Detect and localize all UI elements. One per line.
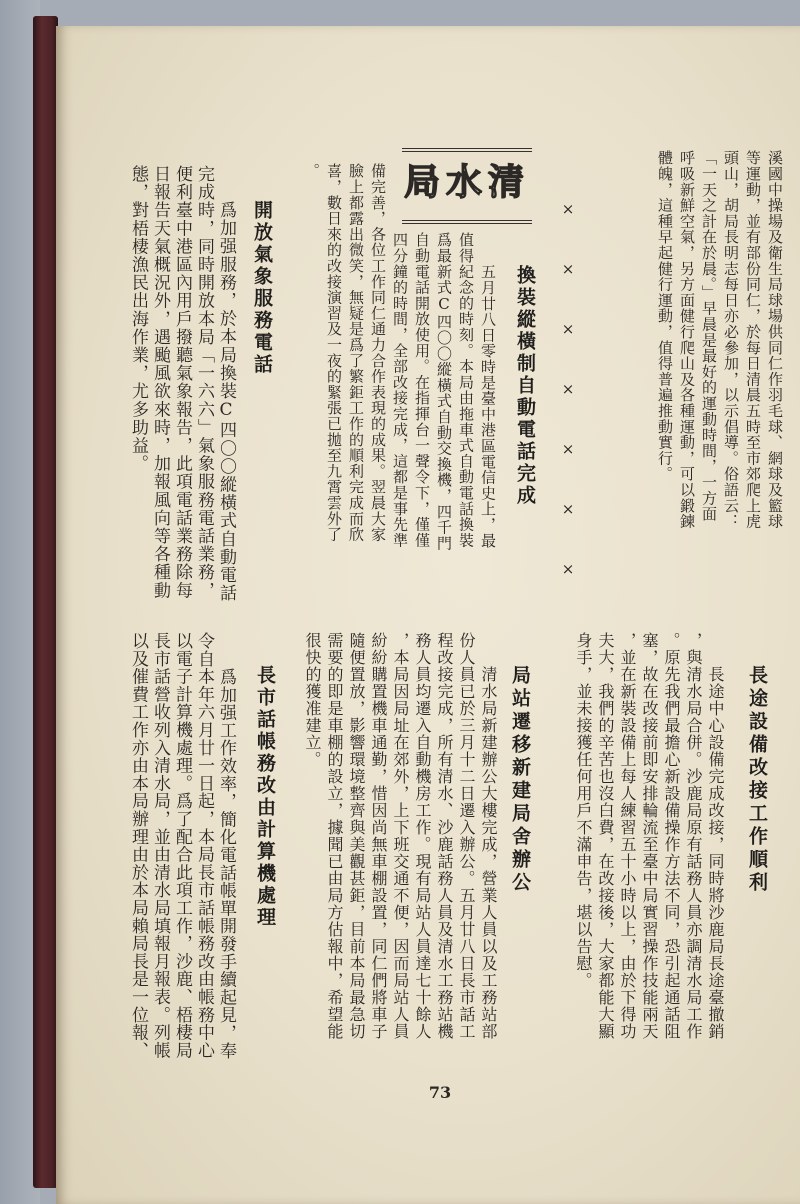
text-column: 四分鐘的時間，全部改接完成，這都是事先準: [391, 232, 409, 548]
text-column: 長市話營收列入清水局，並由清水局填報月報表。列帳: [150, 632, 170, 1060]
text-column: 等運動，並有部份同仁，於每日清晨五時至市郊爬上虎: [744, 150, 762, 530]
page-number: 73: [428, 1083, 452, 1102]
text-column: 程改接完成，所有清水、沙鹿話務人員及清水工務站機: [435, 632, 454, 1040]
text-column: ，本局因局址在郊外，上下班交通不便，因而局站人員: [391, 632, 410, 1040]
text-column: 五月廿八日零時是臺中港區電信史上，最: [479, 264, 497, 549]
article-body-office-relocation: [301, 632, 499, 1052]
text-column: 以電子計算機處理。爲了配合此項工作，沙鹿、梧棲局: [172, 632, 192, 1060]
text-column: 爲加强服務，於本局換裝C四〇〇縱橫式自動電話: [216, 201, 236, 603]
text-column: 以及催費工作亦由本局辦理由於本局賴局長是一位報、: [128, 632, 148, 1060]
text-column: 紛紛購置機車通勤，惜因尚無車棚設置，同仁們將車子: [369, 632, 388, 1040]
article-heading: 長市話帳務改由計算機處理: [254, 665, 276, 929]
text-column: 臉上都露出微笑，無疑是爲了繁鉅工作的順利完成而欣: [347, 163, 365, 543]
article-body-toll-cutover: [572, 632, 726, 1052]
text-column: ，並在新裝設備上每人練習五十小時以上，由於下得功: [618, 632, 637, 1040]
section-separator: ×××××××: [559, 200, 577, 620]
text-column: 日報告天氣概況外，遇颱風欲來時，加報風向等各種動: [150, 165, 170, 600]
text-column: 喜，數日來的改接演習及一夜的緊張已拋至九霄雲外了: [325, 163, 343, 543]
text-column: 溪國中操場及衛生局球場供同仁作羽毛球、網球及籃球: [766, 150, 784, 530]
text-column: 體魄，這種早起健行運動，值得普遍推動實行。: [656, 150, 674, 482]
text-column: 呼吸新鮮空氣，另方面健行爬山及各種運動，可以鍛鍊: [678, 150, 696, 530]
article-heading: 長途設備改接工作順利: [746, 665, 768, 895]
text-column: 「一天之計在於晨。」早晨是最好的運動時間，一方面: [700, 150, 718, 522]
article-body-crossbar-switch: [301, 163, 499, 563]
text-column: 爲最新式C四〇〇縱橫式自動交換機，四千門: [435, 232, 453, 551]
article-body-morning-exercise: [654, 150, 786, 550]
text-column: 清水局新建辦公大樓完成，營業人員以及工務站部: [479, 666, 498, 1040]
text-column: 很快的獲准建立。: [303, 632, 322, 768]
text-column: 塞，故在改接前即安排輪流至臺中局實習操作技能兩天: [640, 632, 659, 1040]
text-column: 份人員已於三月十二日遷入辦公。五月廿八日長市話工: [457, 632, 476, 1040]
text-column: ，與清水局合併。沙鹿局原有話務人員亦調清水局工作: [684, 632, 703, 1040]
masthead-title: 清水局: [403, 161, 530, 203]
text-column: 夫大，我們的辛苦也沒白費，在改接後，大家都能大顯: [596, 632, 615, 1040]
article-heading: 局站遷移新建局舍辦公: [509, 665, 531, 895]
text-column: 長途中心設備完成改接，同時將沙鹿局長途臺撤銷: [706, 666, 725, 1040]
text-column: 爲加强工作效率，簡化電話帳單開發手續起見，奉: [216, 668, 236, 1060]
text-column: 值得紀念的時刻。本局由拖車式自動電話換裝: [457, 232, 475, 548]
book-spine: [33, 16, 58, 1188]
text-column: 。原先我們最擔心新設備操作方法不同，恐引起通話阻: [662, 632, 681, 1040]
text-column: 需要的即是車棚的設立，據聞已由局方估報中，希望能: [325, 632, 344, 1040]
article-heading: 開放氣象服務電話: [251, 200, 273, 376]
text-column: 備完善，各位工作同仁通力合作表現的成果。翌晨大家: [369, 163, 387, 543]
article-body-weather-phone: [127, 165, 237, 605]
text-column: 。: [303, 163, 321, 179]
text-column: 態，對梧棲漁民出海作業，尤多助益。: [128, 165, 148, 473]
text-column: 務人員均遷入自動機房工作。現有局站人員達七十餘人: [413, 632, 432, 1040]
text-column: 隨便置放，影響環境整齊與美觀甚鉅，目前本局最急切: [347, 632, 366, 1040]
article-body-billing-computer: [127, 632, 237, 1072]
text-column: 頭山，胡局長明志每日亦必參加，以示倡導。俗語云：: [722, 150, 740, 530]
text-column: 身手，並未接獲任何用戶不滿申告，堪以告慰。: [574, 632, 593, 989]
text-column: 便利臺中港區內用戶撥聽氣象報告，此項電話業務除每: [172, 165, 192, 600]
text-column: 完成時，同時開放本局「一六六」氣象服務電話業務，: [194, 165, 214, 600]
text-column: 自動電話開放使用。在指揮台一聲令下，僅僅: [413, 232, 431, 548]
text-column: 令自本年六月廿一日起，本局長市話帳務改由帳務中心: [194, 632, 214, 1060]
article-heading: 換裝縱橫制自動電話完成: [514, 265, 536, 507]
